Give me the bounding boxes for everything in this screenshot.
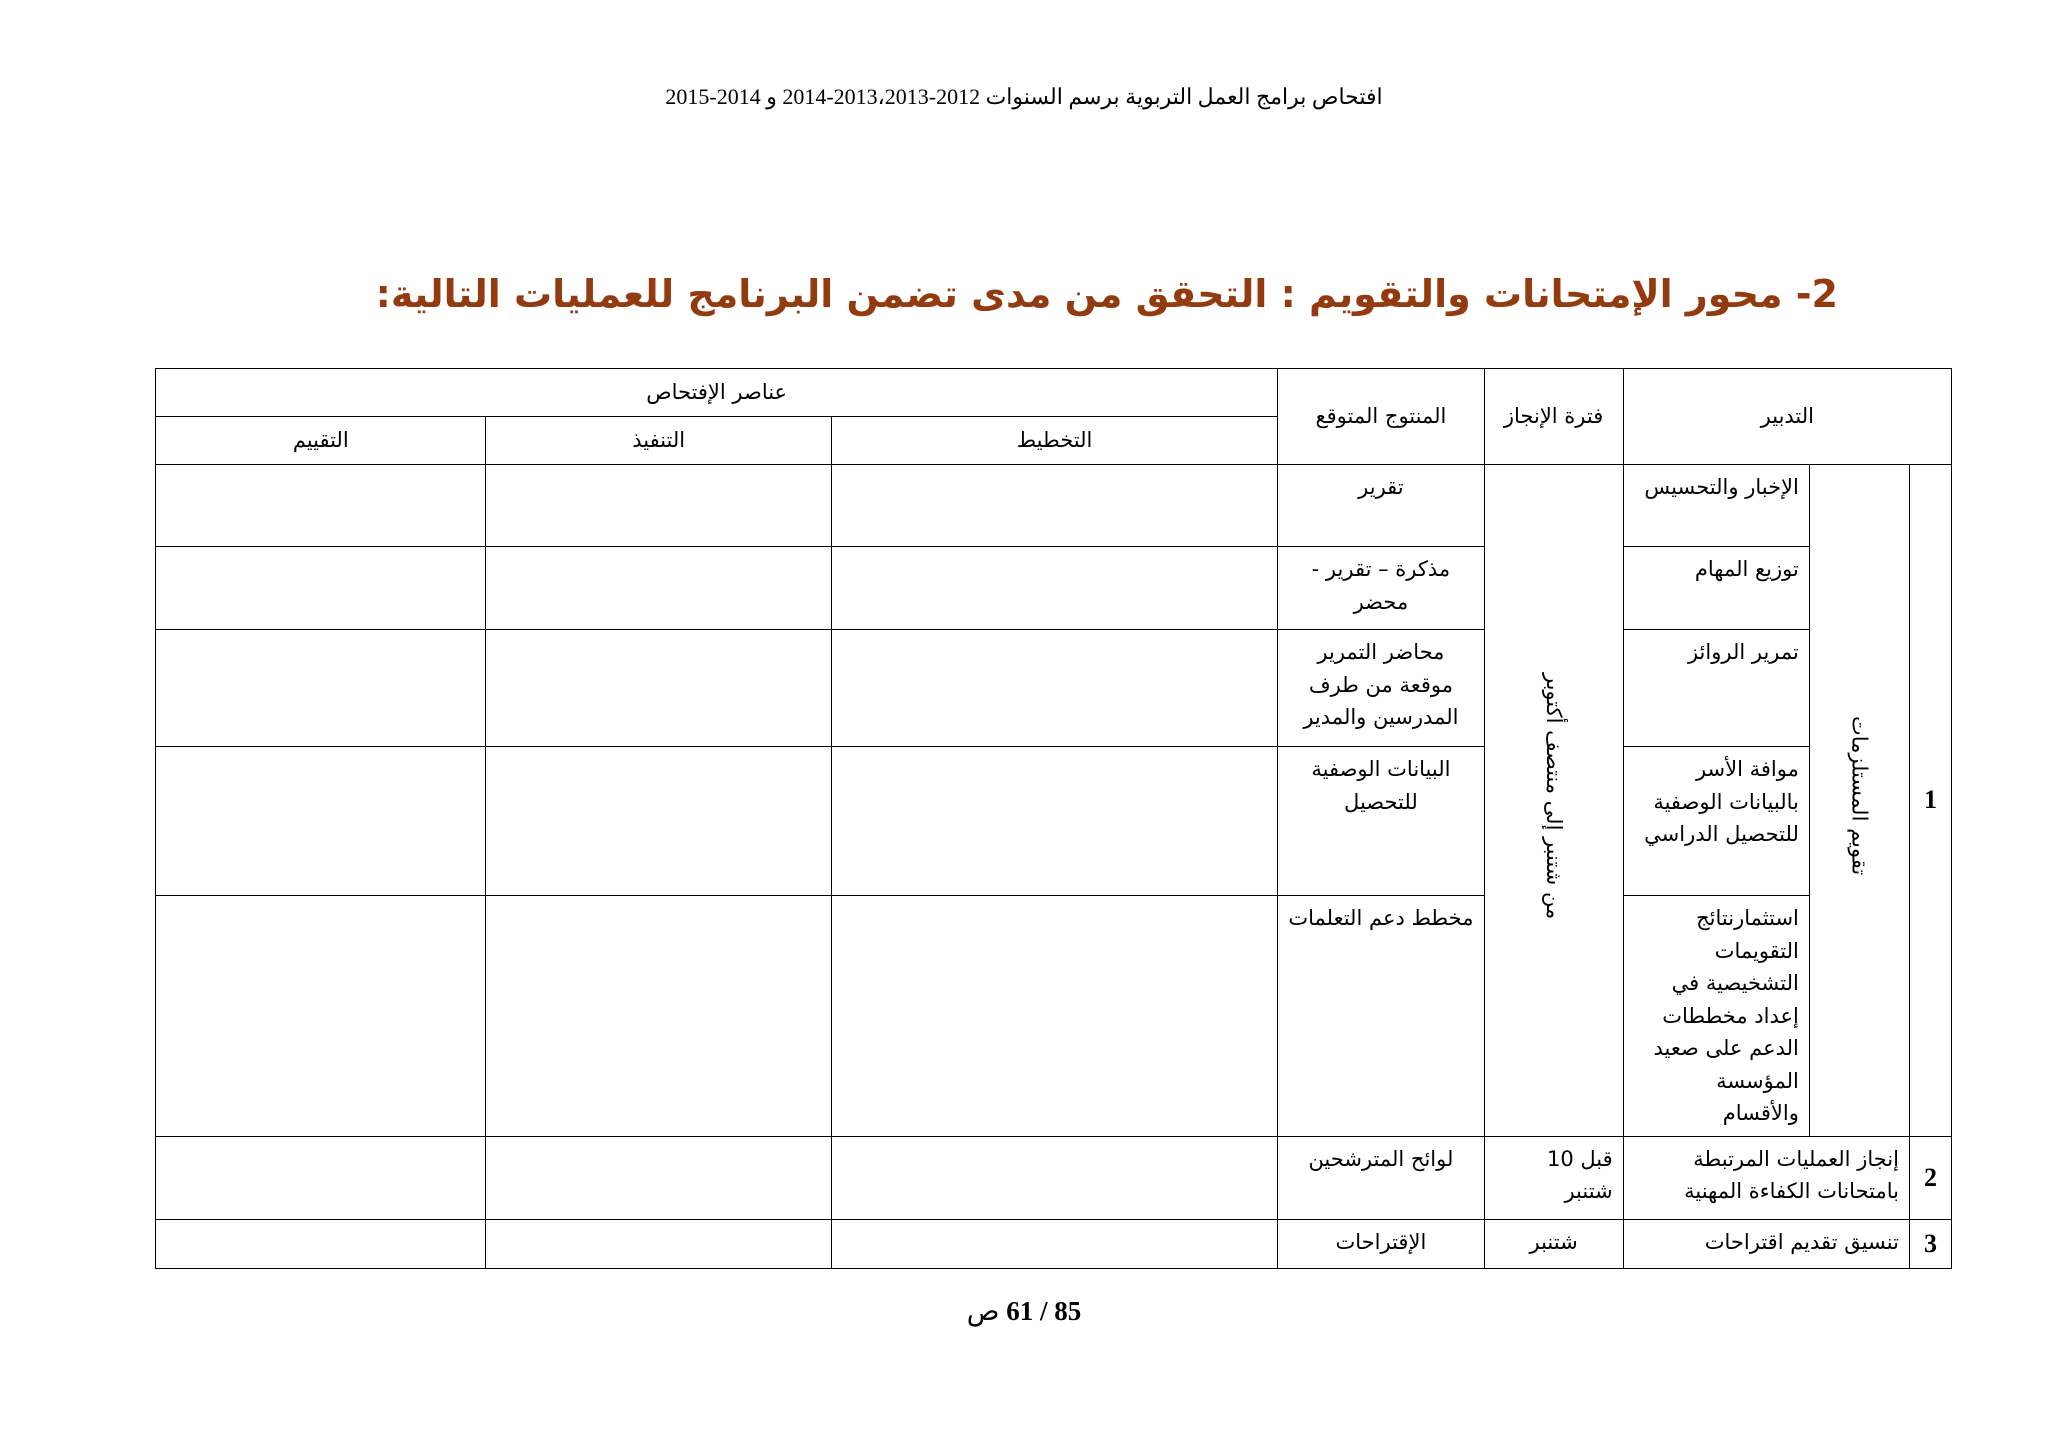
evaluation-cell <box>156 547 486 630</box>
period-cell: قبل 10 شتنبر <box>1484 1136 1623 1219</box>
product-cell: البيانات الوصفية للتحصيل <box>1278 747 1484 896</box>
execution-cell <box>486 465 831 547</box>
planning-cell <box>831 465 1277 547</box>
evaluation-cell <box>156 747 486 896</box>
measure-cell: تنسيق تقديم اقتراحات <box>1623 1219 1909 1268</box>
planning-cell <box>831 747 1277 896</box>
measure-cell: تمرير الروائز <box>1623 630 1809 747</box>
measure-cell: استثمارنتائج التقويمات التشخيصية في إعداد مخططات الدعم على صعيد المؤسسة والأقسام <box>1623 896 1809 1137</box>
execution-cell <box>486 547 831 630</box>
product-cell: تقرير <box>1278 465 1484 547</box>
execution-cell <box>486 1136 831 1219</box>
planning-cell <box>831 547 1277 630</box>
evaluation-cell <box>156 896 486 1137</box>
table-row <box>156 465 1952 547</box>
product-cell: مذكرة – تقرير - محضر <box>1278 547 1484 630</box>
table-row <box>156 630 1952 747</box>
table-row <box>156 1136 1952 1219</box>
page-number: 61 <box>1006 1296 1034 1326</box>
group-label <box>1809 465 1909 1137</box>
page-footer <box>0 1296 2048 1327</box>
planning-cell <box>831 896 1277 1137</box>
period-cell <box>1484 465 1623 1137</box>
table-row <box>156 896 1952 1137</box>
table-row <box>156 747 1952 896</box>
row-number: 3 <box>1909 1219 1951 1268</box>
table-row <box>156 1219 1952 1268</box>
measure-cell: إنجاز العمليات المرتبطة بامتحانات الكفاءة المهنية <box>1623 1136 1909 1219</box>
planning-cell <box>831 1136 1277 1219</box>
execution-cell <box>486 630 831 747</box>
evaluation-cell <box>156 630 486 747</box>
product-cell: الإقتراحات <box>1278 1219 1484 1268</box>
header-evaluation: التقييم <box>156 417 486 465</box>
header-measure: التدبير <box>1623 369 1951 465</box>
page-suffix: ص <box>966 1296 1000 1326</box>
execution-cell <box>486 896 831 1137</box>
header-execution: التنفيذ <box>486 417 831 465</box>
header-product: المنتوج المتوقع <box>1278 369 1484 465</box>
period-cell: شتنبر <box>1484 1219 1623 1268</box>
period-text: من شتنبر إلى منتصف أكتوبر <box>1541 672 1566 919</box>
total-pages: 85 <box>1054 1296 1082 1326</box>
execution-cell <box>486 1219 831 1268</box>
group-label-text: تقويم المستلزمات <box>1847 716 1872 876</box>
row-number: 1 <box>1909 465 1951 1137</box>
page-header: افتحاص برامج العمل التربوية برسم السنوات 2012-2013،2013-2014 و 2014-2015 <box>665 84 1383 109</box>
planning-cell <box>831 630 1277 747</box>
product-cell: لوائح المترشحين <box>1278 1136 1484 1219</box>
planning-cell <box>831 1219 1277 1268</box>
measure-cell: موافة الأسر بالبيانات الوصفية للتحصيل الدراسي <box>1623 747 1809 896</box>
measure-cell: الإخبار والتحسيس <box>1623 465 1809 547</box>
header-audit-elements: عناصر الإفتحاص <box>156 369 1278 417</box>
header-period: فترة الإنجاز <box>1484 369 1623 465</box>
audit-table <box>155 368 1952 1269</box>
product-cell: محاضر التمرير موقعة من طرف المدرسين والمدير <box>1278 630 1484 747</box>
page-separator: / <box>1039 1296 1048 1326</box>
evaluation-cell <box>156 1136 486 1219</box>
product-cell: مخطط دعم التعلمات <box>1278 896 1484 1137</box>
execution-cell <box>486 747 831 896</box>
header-planning: التخطيط <box>831 417 1277 465</box>
table-row <box>156 547 1952 630</box>
evaluation-cell <box>156 1219 486 1268</box>
section-title: 2- محور الإمتحانات والتقويم : التحقق من مدى تضمن البرنامج للعمليات التالية: <box>375 272 1838 316</box>
measure-cell: توزيع المهام <box>1623 547 1809 630</box>
evaluation-cell <box>156 465 486 547</box>
row-number: 2 <box>1909 1136 1951 1219</box>
